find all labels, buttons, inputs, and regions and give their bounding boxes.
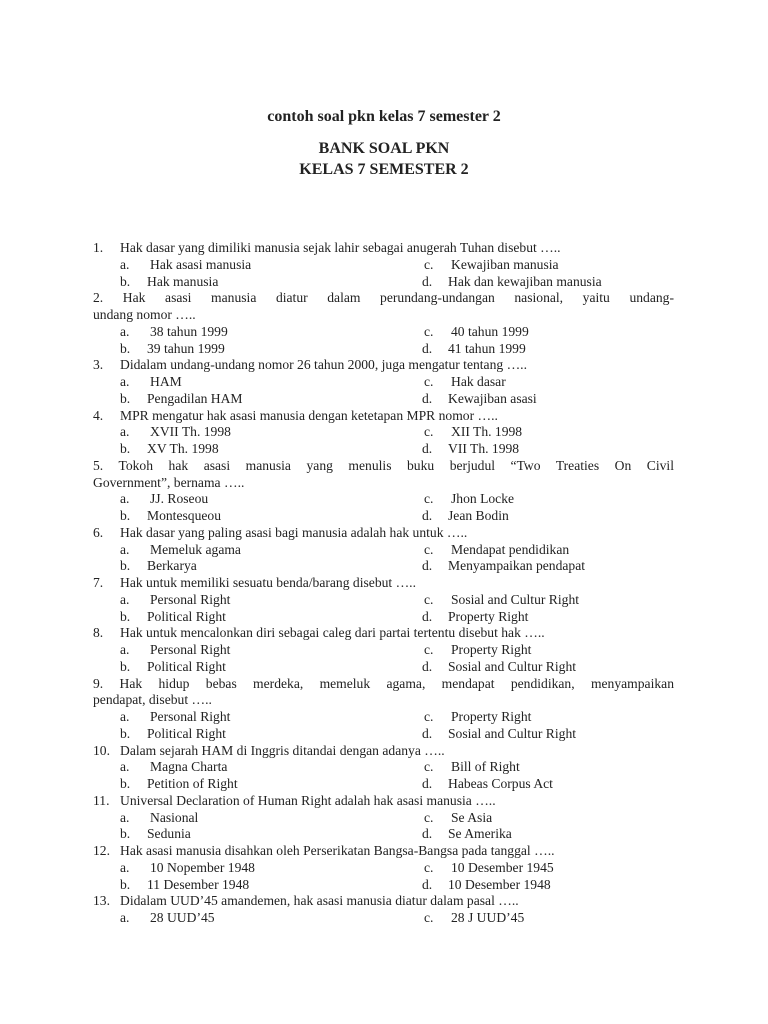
option-text-b: Berkarya [147, 558, 197, 574]
question-text-body: Hak dasar yang paling asasi bagi manusia adalah hak untuk ….. [120, 524, 468, 540]
option-text-a: JJ. Roseou [150, 491, 209, 507]
option-text-b: Political Right [147, 608, 226, 624]
option-label-c: c. [424, 591, 434, 607]
option-row [93, 542, 674, 559]
option-label-a: a. [120, 491, 130, 507]
question-text-line2: undang nomor ….. [93, 307, 196, 322]
option-text-b: Pengadilan HAM [147, 390, 243, 406]
option-label-b: b. [120, 340, 131, 356]
option-label-b: b. [120, 658, 131, 674]
question-number: 10. [93, 742, 110, 758]
question-text [93, 458, 674, 492]
option-label-b: b. [120, 441, 131, 456]
option-text-d: 41 tahun 1999 [448, 340, 526, 356]
option-label-c: c. [424, 374, 434, 389]
option-text-d: Menyampaikan pendapat [448, 558, 586, 574]
option-text-a: HAM [150, 374, 182, 389]
question-text-body: Didalam UUD’45 amandemen, hak asasi manusia diatur dalam pasal ….. [120, 893, 519, 909]
question-number: 6. [93, 524, 104, 540]
option-label-c: c. [424, 759, 434, 775]
option-row [93, 726, 674, 743]
question-list [93, 240, 674, 927]
option-text-b: XV Th. 1998 [147, 441, 219, 456]
question-text [93, 575, 674, 592]
option-text-c: Jhon Locke [451, 491, 515, 507]
option-row [93, 508, 674, 525]
option-text-b: Hak manusia [147, 273, 219, 289]
question-text-line2: pendapat, disebut ….. [93, 692, 212, 708]
option-text-c: 28 J UUD’45 [451, 910, 525, 925]
question-text-line1: Tokoh hak asasi manusia yang menulis buku berjudul “Two Treaties On Civil [118, 457, 674, 473]
option-row [93, 776, 674, 793]
option-label-c: c. [424, 491, 434, 507]
question-text [93, 290, 674, 324]
option-label-b: b. [120, 558, 131, 574]
option-label-c: c. [424, 910, 434, 925]
option-text-d: 10 Desember 1948 [448, 876, 551, 892]
question-text [93, 676, 674, 710]
question-text [93, 357, 674, 374]
option-label-a: a. [120, 859, 130, 875]
question-text-body: Hak untuk memiliki sesuatu benda/barang disebut ….. [120, 575, 416, 590]
option-label-a: a. [120, 374, 130, 389]
option-label-a: a. [120, 910, 130, 925]
option-label-c: c. [424, 709, 434, 724]
question-text-line2: Government”, bernama ….. [93, 474, 245, 490]
option-row [93, 826, 674, 843]
question-number: 3. [93, 357, 104, 373]
option-label-c: c. [424, 642, 434, 657]
option-text-a: Personal Right [150, 642, 231, 657]
option-label-d: d. [422, 340, 433, 356]
question-text [93, 893, 674, 910]
question-text-body: MPR mengatur hak asasi manusia dengan ketetapan MPR nomor ….. [120, 407, 498, 423]
option-text-a: XVII Th. 1998 [150, 424, 231, 440]
option-row [93, 659, 674, 676]
option-text-d: Jean Bodin [448, 508, 509, 523]
option-text-d: Property Right [448, 608, 529, 624]
option-text-a: Personal Right [150, 591, 231, 607]
option-label-a: a. [120, 759, 130, 775]
question-text-body: Dalam sejarah HAM di Inggris ditandai dengan adanya ….. [120, 742, 445, 758]
option-text-c: Mendapat pendidikan [451, 541, 570, 557]
option-row [93, 491, 674, 508]
option-label-c: c. [424, 809, 434, 825]
option-row [93, 424, 674, 441]
option-label-c: c. [424, 323, 434, 339]
option-row [93, 609, 674, 626]
question-number: 7. [93, 575, 104, 590]
option-label-c: c. [424, 256, 434, 272]
option-text-c: Se Asia [451, 809, 493, 825]
question-text-body: Didalam undang-undang nomor 26 tahun 2000, juga mengatur tentang ….. [120, 357, 527, 373]
option-label-c: c. [424, 859, 434, 875]
option-label-a: a. [120, 709, 130, 724]
option-label-b: b. [120, 390, 131, 406]
option-text-d: Hak dan kewajiban manusia [448, 273, 602, 289]
option-text-d: Habeas Corpus Act [448, 776, 553, 791]
option-label-d: d. [422, 776, 433, 791]
bank-title-line2: KELAS 7 SEMESTER 2 [299, 161, 469, 178]
option-text-b: Petition of Right [147, 776, 238, 791]
question-text [93, 408, 674, 425]
question-number: 13. [93, 893, 110, 909]
option-text-d: Se Amerika [448, 826, 512, 842]
question-text-body: Hak untuk mencalonkan diri sebagai caleg dari partai tertentu disebut hak ….. [120, 625, 545, 641]
option-label-a: a. [120, 424, 130, 440]
option-label-b: b. [120, 725, 131, 741]
option-label-c: c. [424, 541, 434, 557]
option-label-a: a. [120, 256, 130, 272]
option-text-c: Hak dasar [451, 374, 506, 389]
option-label-d: d. [422, 508, 433, 523]
question-text-line1: Hak hidup bebas merdeka, memeluk agama, mendapat pendidikan, menyampaikan [119, 675, 674, 691]
question-text [93, 625, 674, 642]
question-text [93, 240, 674, 257]
option-label-b: b. [120, 826, 131, 842]
option-text-b: Political Right [147, 658, 226, 674]
option-row [93, 441, 674, 458]
option-row [93, 391, 674, 408]
option-text-c: 40 tahun 1999 [451, 323, 529, 339]
question-text-body: Hak asasi manusia disahkan oleh Perserikatan Bangsa-Bangsa pada tanggal ….. [120, 843, 555, 858]
question-number: 9. [93, 675, 104, 691]
option-row [93, 642, 674, 659]
bank-title-line1: BANK SOAL PKN [318, 140, 450, 157]
option-text-b: Montesqueou [147, 508, 222, 523]
option-text-a: 10 Nopember 1948 [150, 859, 255, 875]
option-label-b: b. [120, 876, 131, 892]
option-text-c: Property Right [451, 709, 532, 724]
option-row [93, 257, 674, 274]
option-text-b: Political Right [147, 725, 226, 741]
option-row [93, 374, 674, 391]
question-text [93, 793, 674, 810]
option-label-d: d. [422, 390, 433, 406]
option-row [93, 341, 674, 358]
option-label-a: a. [120, 591, 130, 607]
option-row [93, 592, 674, 609]
option-row [93, 810, 674, 827]
option-text-d: Kewajiban asasi [448, 390, 537, 406]
option-label-b: b. [120, 776, 131, 791]
option-text-c: Bill of Right [451, 759, 520, 775]
option-label-b: b. [120, 608, 131, 624]
option-label-d: d. [422, 826, 433, 842]
option-text-b: 39 tahun 1999 [147, 340, 225, 356]
option-label-d: d. [422, 441, 433, 456]
option-text-b: Sedunia [147, 826, 191, 842]
option-text-d: Sosial and Cultur Right [448, 658, 577, 674]
question-number: 2. [93, 290, 104, 306]
option-text-a: Hak asasi manusia [150, 256, 252, 272]
option-text-d: VII Th. 1998 [448, 441, 520, 456]
option-label-a: a. [120, 323, 130, 339]
question-number: 8. [93, 625, 104, 641]
option-row [93, 860, 674, 877]
option-text-c: Sosial and Cultur Right [451, 591, 580, 607]
option-text-a: 38 tahun 1999 [150, 323, 228, 339]
option-text-c: XII Th. 1998 [451, 424, 523, 440]
option-text-a: Personal Right [150, 709, 231, 724]
option-row [93, 759, 674, 776]
question-text-body: Universal Declaration of Human Right adalah hak asasi manusia ….. [120, 792, 496, 808]
option-row [93, 910, 674, 927]
option-label-d: d. [422, 725, 433, 741]
question-number: 1. [93, 240, 104, 255]
option-text-b: 11 Desember 1948 [147, 876, 250, 892]
question-text-line1: Hak asasi manusia diatur dalam perundang-undangan nasional, yaitu undang- [122, 290, 674, 306]
option-row [93, 324, 674, 341]
question-text [93, 743, 674, 760]
option-label-c: c. [424, 424, 434, 440]
option-text-c: Kewajiban manusia [451, 256, 559, 272]
question-number: 4. [93, 407, 104, 423]
question-number: 11. [93, 792, 110, 808]
option-label-b: b. [120, 273, 131, 289]
option-label-d: d. [422, 658, 433, 674]
option-text-a: 28 UUD’45 [150, 910, 215, 925]
question-number: 12. [93, 843, 110, 858]
option-row [93, 709, 674, 726]
option-text-a: Nasional [150, 809, 199, 825]
option-text-c: 10 Desember 1945 [451, 859, 554, 875]
option-label-d: d. [422, 273, 433, 289]
question-text [93, 843, 674, 860]
option-row [93, 558, 674, 575]
option-label-a: a. [120, 642, 130, 657]
option-row [93, 274, 674, 291]
question-number: 5. [93, 457, 104, 473]
question-text-body: Hak dasar yang dimiliki manusia sejak lahir sebagai anugerah Tuhan disebut ….. [120, 240, 561, 255]
option-text-d: Sosial and Cultur Right [448, 725, 577, 741]
option-label-a: a. [120, 809, 130, 825]
option-label-d: d. [422, 608, 433, 624]
option-text-a: Magna Charta [150, 759, 228, 775]
option-text-c: Property Right [451, 642, 532, 657]
option-label-d: d. [422, 558, 433, 574]
option-row [93, 877, 674, 894]
question-text [93, 525, 674, 542]
option-label-b: b. [120, 508, 131, 523]
option-label-a: a. [120, 541, 130, 557]
document-title: contoh soal pkn kelas 7 semester 2 [267, 108, 501, 125]
option-text-a: Memeluk agama [150, 541, 241, 557]
option-label-d: d. [422, 876, 433, 892]
